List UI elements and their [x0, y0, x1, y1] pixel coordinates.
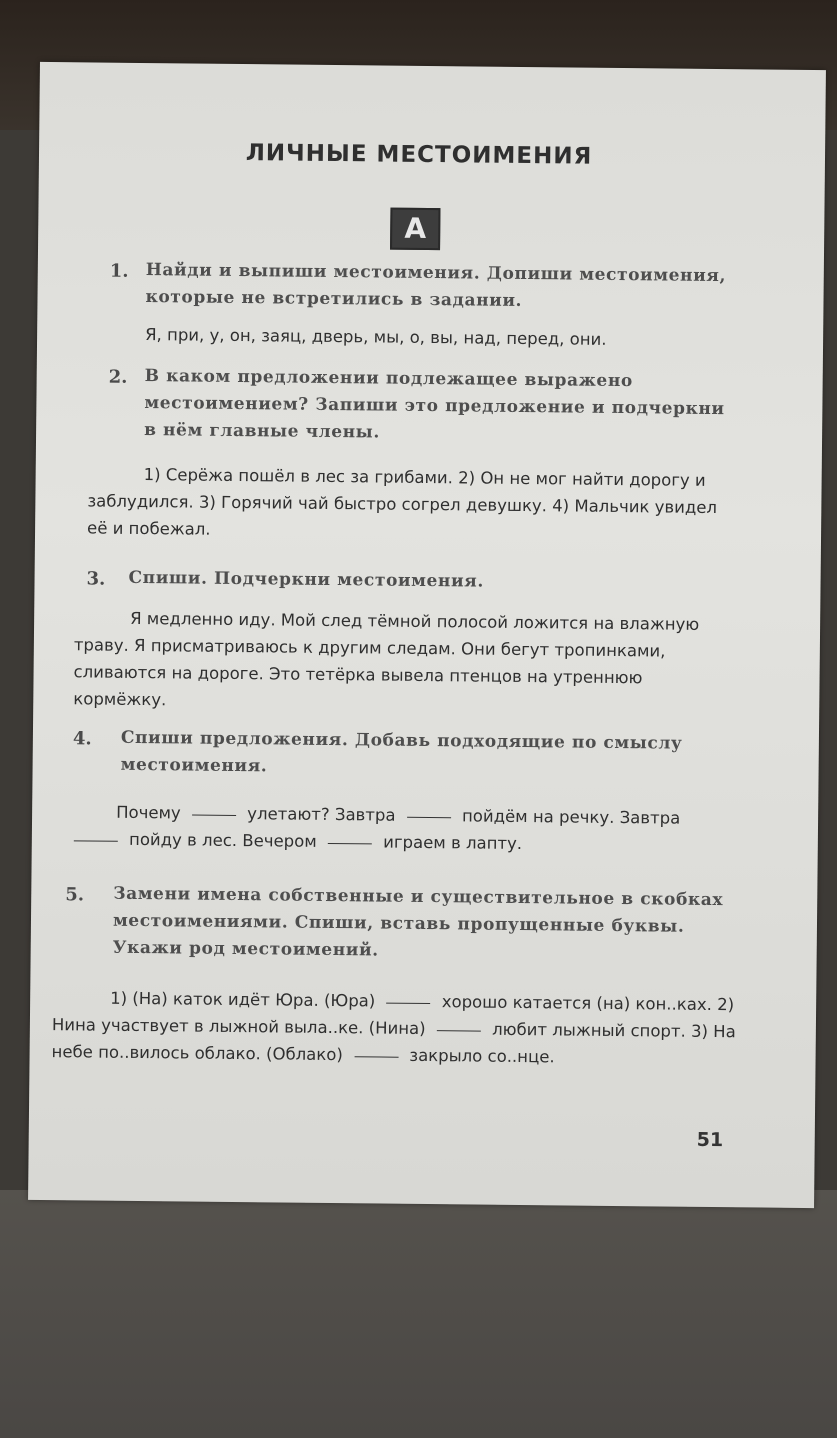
- task-2-body: 1) Серёжа пошёл в лес за грибами. 2) Он не мог найти дорогу и заблудился. 3) Горячий чай быстро согрел девушку. 4) Мальчик увидел её и побежал.: [87, 465, 718, 539]
- background-bottom: [0, 1190, 837, 1438]
- task-5-text-1: 1) (На) каток идёт Юра. (Юра): [110, 988, 376, 1011]
- task-2-number: 2.: [108, 366, 128, 388]
- page-number: 51: [696, 1128, 724, 1152]
- task-5-instruction: Замени имена собственные и существительное в скобках местоимениями. Спиши, вставь пропущенные буквы. Укажи род местоимений.: [112, 883, 724, 961]
- answer-blank[interactable]: [354, 1055, 398, 1057]
- textbook-page: [28, 62, 826, 1208]
- answer-blank[interactable]: [387, 1001, 431, 1003]
- task-3-number: 3.: [86, 568, 106, 590]
- task-4-text-5: играем в лапту.: [383, 832, 523, 854]
- answer-blank[interactable]: [437, 1029, 481, 1031]
- level-badge: А: [390, 208, 440, 251]
- task-4-number: 4.: [72, 728, 92, 750]
- task-4-instruction: Спиши предложения. Добавь подходящие по смыслу местоимения.: [120, 727, 683, 777]
- task-4-text-3: пойдём на речку. Завтра: [461, 806, 681, 828]
- task-1-number: 1.: [109, 260, 129, 282]
- task-2-instruction: В каком предложении подлежащее выражено местоимением? Запиши это предложение и подчеркни в нём главные члены.: [144, 366, 725, 443]
- task-3-body: Я медленно иду. Мой след тёмной полосой ложится на влажную траву. Я присматриваюсь к другим следам. Они бегут тропинками, сливаются на дороге. Это тетёрка вывела птенцов на утреннюю кормёжку.: [73, 608, 700, 710]
- task-4-text-2: улетают? Завтра: [247, 804, 396, 825]
- answer-blank[interactable]: [74, 839, 118, 841]
- task-5-text-2: хорошо катается (на) кон..ках. 2) Нина участвует в лыжной выла..ке. (Нина): [51, 992, 735, 1039]
- answer-blank[interactable]: [328, 841, 372, 843]
- task-1-body: Я, при, у, он, заяц, дверь, мы, о, вы, над, перед, они.: [145, 325, 607, 349]
- task-5-text-3: любит лыжный спорт. 3) На небе по..вилось облако. (Облако): [51, 1019, 736, 1065]
- task-1-instruction: Найди и выпиши местоимения. Допиши местоимения, которые не встретились в задании.: [145, 260, 727, 311]
- task-5-number: 5.: [65, 884, 85, 906]
- answer-blank[interactable]: [407, 815, 451, 817]
- task-4-text-4: пойду в лес. Вечером: [128, 829, 317, 851]
- task-5-text-4: закрыло со..нце.: [409, 1045, 555, 1067]
- task-4-text-1: Почему: [116, 802, 181, 823]
- task-3-instruction: Спиши. Подчеркни местоимения.: [128, 567, 485, 592]
- answer-blank[interactable]: [192, 813, 236, 815]
- task-5-body: [51, 984, 736, 1072]
- task-4-body: [68, 798, 737, 859]
- page-title: ЛИЧНЫЕ МЕСТОИМЕНИЯ: [245, 140, 593, 170]
